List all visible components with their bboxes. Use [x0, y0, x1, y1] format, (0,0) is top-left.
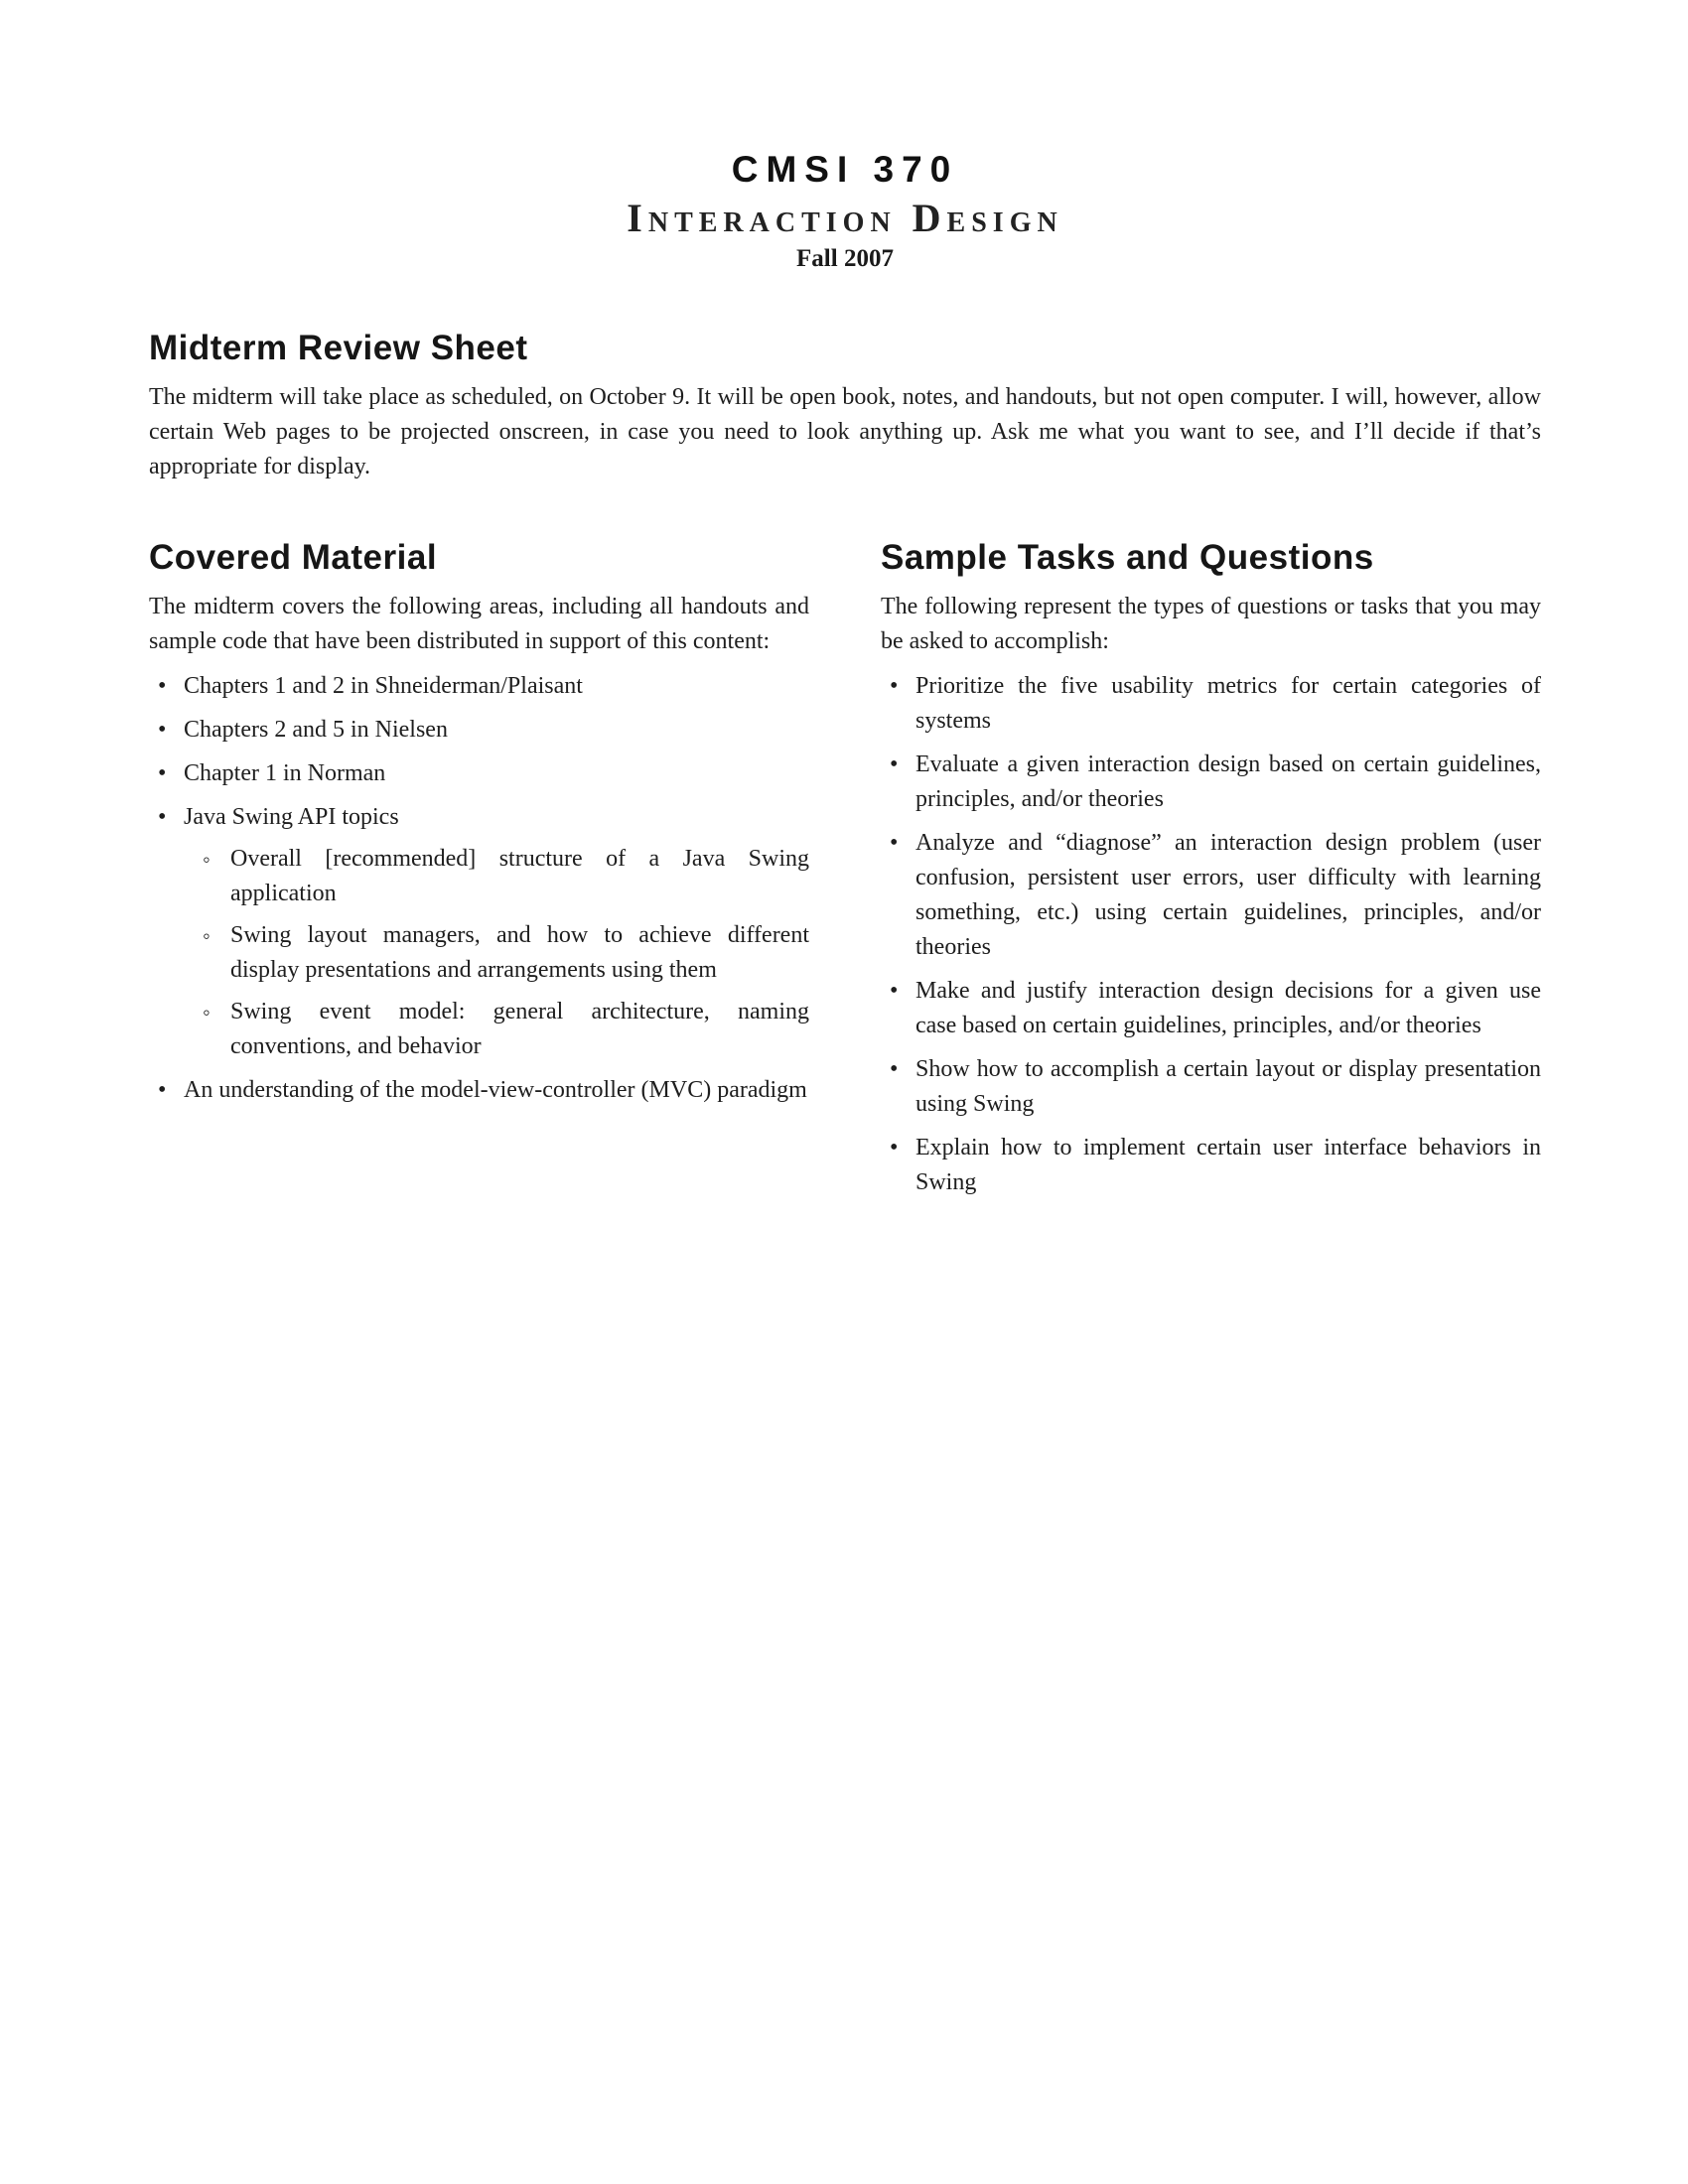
section-title-sample-tasks: Sample Tasks and Questions	[881, 538, 1374, 577]
sub-list-item-text: Swing layout managers, and how to achieve different display presentations and arrangements using them	[230, 922, 809, 983]
list-item-text: Make and justify interaction design decisions for a given use case based on certain guidelines, principles, and/or theories	[915, 978, 1541, 1038]
list-item-text: Show how to accomplish a certain layout or display presentation using Swing	[915, 1056, 1541, 1117]
covered-material-intro: The midterm covers the following areas, including all handouts and sample code that have been distributed in support of this content:	[149, 594, 809, 654]
sub-list-item-text: Overall [recommended] structure of a Java Swing application	[230, 846, 809, 906]
list-item	[881, 1052, 1541, 1122]
sample-tasks-list	[881, 669, 1541, 1200]
intro-paragraph: The midterm will take place as scheduled, on October 9. It will be open book, notes, and handouts, but not open computer. I will, however, allow certain Web pages to be projected onscreen, in case you need to look anything up. Ask me what you want to see, and I’ll decide if that’s appropriate for display.	[149, 384, 1541, 479]
list-item-text: Chapters 1 and 2 in Shneiderman/Plaisant	[184, 673, 583, 699]
two-column-layout	[149, 538, 1541, 1200]
sub-list-item	[201, 842, 809, 911]
bullet-icon: •	[890, 1135, 899, 1160]
list-item	[149, 1073, 809, 1108]
bullet-icon: •	[890, 978, 899, 1004]
bullet-icon: •	[158, 717, 167, 743]
covered-material-list	[149, 669, 809, 1108]
covered-material-column	[149, 538, 809, 1200]
bullet-icon: •	[890, 751, 899, 777]
bullet-icon: •	[158, 760, 167, 786]
list-item-text: Java Swing API topics	[184, 804, 399, 830]
course-title: Interaction Design	[627, 196, 1063, 240]
sample-tasks-intro: The following represent the types of questions or tasks that you may be asked to accomplish:	[881, 594, 1541, 654]
list-item-text: Explain how to implement certain user interface behaviors in Swing	[915, 1135, 1541, 1195]
circle-bullet-icon: ◦	[203, 847, 211, 872]
list-item	[881, 1131, 1541, 1200]
list-item	[149, 713, 809, 748]
course-code: CMSI 370	[731, 149, 959, 190]
list-item	[149, 800, 809, 835]
bullet-icon: •	[158, 804, 167, 830]
list-item	[149, 669, 809, 704]
sub-list-item	[201, 918, 809, 988]
section-title-covered-material: Covered Material	[149, 538, 438, 577]
page-title: Midterm Review Sheet	[149, 329, 528, 367]
sub-list-item	[201, 995, 809, 1064]
sub-list-item-text: Swing event model: general architecture, naming conventions, and behavior	[230, 999, 809, 1059]
list-item-text: An understanding of the model-view-controller (MVC) paradigm	[184, 1077, 807, 1103]
bullet-icon: •	[890, 1056, 899, 1082]
list-item-text: Evaluate a given interaction design based on certain guidelines, principles, and/or theories	[915, 751, 1541, 812]
circle-bullet-icon: ◦	[203, 923, 211, 948]
list-item	[149, 756, 809, 791]
list-item	[881, 669, 1541, 739]
list-item	[881, 826, 1541, 965]
bullet-icon: •	[890, 830, 899, 856]
bullet-icon: •	[158, 673, 167, 699]
list-item-text: Chapters 2 and 5 in Nielsen	[184, 717, 448, 743]
list-item	[881, 748, 1541, 817]
midterm-review-section	[149, 329, 1541, 484]
list-item-text: Analyze and “diagnose” an interaction design problem (user confusion, persistent user errors, user difficulty with learning something, etc.) using certain guidelines, principles, and/or theories	[915, 830, 1541, 960]
list-item-text: Prioritize the five usability metrics for certain categories of systems	[915, 673, 1541, 734]
circle-bullet-icon: ◦	[203, 1000, 211, 1024]
document-header	[149, 149, 1541, 273]
bullet-icon: •	[890, 673, 899, 699]
bullet-icon: •	[158, 1077, 167, 1103]
sample-tasks-column	[881, 538, 1541, 1200]
list-item-text: Chapter 1 in Norman	[184, 760, 386, 786]
list-item	[881, 974, 1541, 1043]
term-label: Fall 2007	[796, 245, 894, 272]
